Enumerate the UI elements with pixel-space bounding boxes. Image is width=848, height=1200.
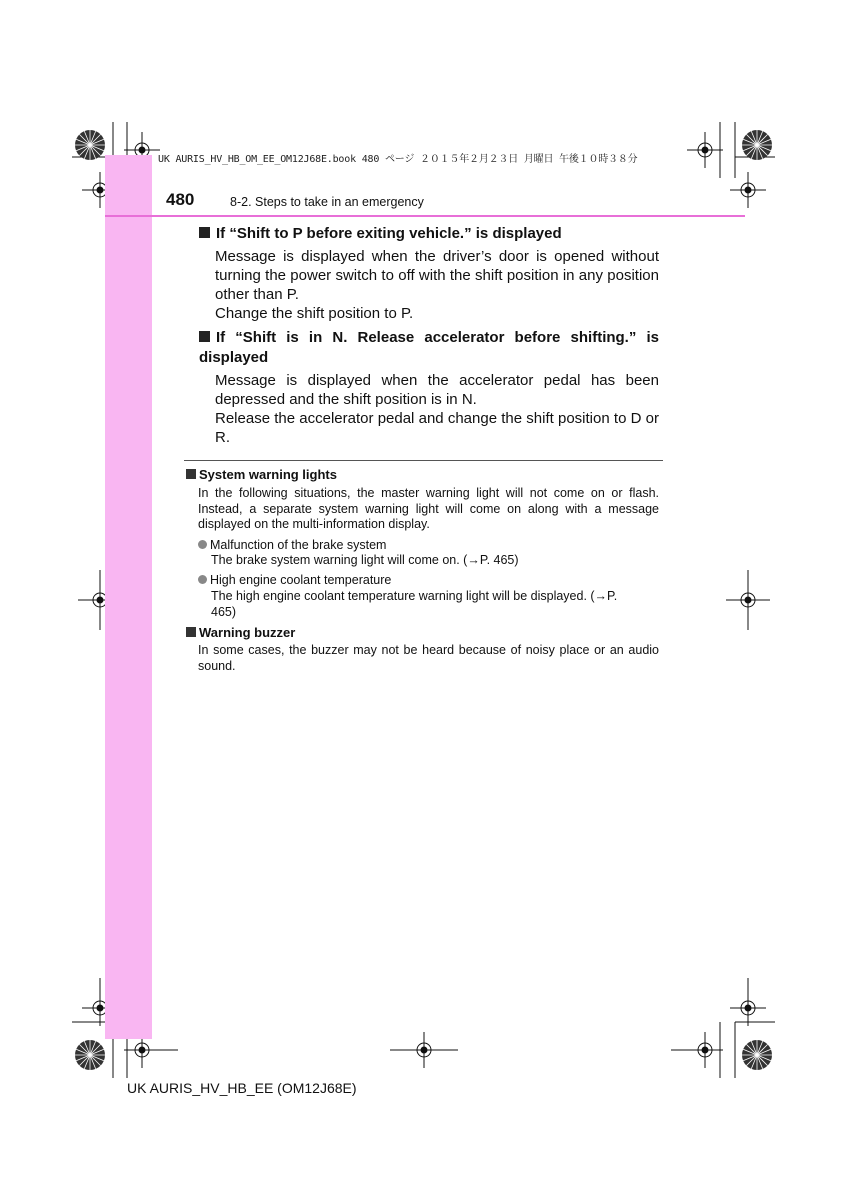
page-number: 480 (166, 190, 195, 209)
note-heading-system-warning (186, 467, 337, 483)
note-item-text: The brake system warning light will come on. (→P. 465) (211, 553, 519, 567)
paragraph: Release the accelerator pedal and change the shift position to D or R. (215, 410, 659, 446)
header-rule (105, 215, 745, 217)
chapter-tab (105, 155, 152, 1039)
heading-text: If “Shift to P before exiting vehicle.” is displayed (216, 225, 562, 242)
square-bullet-icon (186, 627, 196, 637)
note-item-title (198, 573, 659, 589)
heading-shift-is-in-n (199, 328, 659, 368)
heading-text: If “Shift is in N. Release accelerator before shifting.” is displayed (199, 329, 659, 366)
circle-bullet-icon (198, 575, 207, 584)
note-intro: In the following situations, the master warning light will not come on or flash. Instead, a separate system warning light will come on along with a message displayed on the multi-information display. (198, 486, 659, 531)
footer-model-code: UK AURIS_HV_HB_EE (OM12J68E) (127, 1080, 357, 1096)
paragraph: Change the shift position to P. (215, 305, 414, 322)
square-bullet-icon (199, 331, 210, 342)
paragraph: Message is displayed when the accelerator pedal has been depressed and the shift position is in N. (215, 372, 659, 408)
item-title-text: High engine coolant temperature (210, 573, 392, 587)
section-title: 8-2. Steps to take in an emergency (230, 195, 424, 209)
note-heading-warning-buzzer (186, 625, 295, 641)
circle-bullet-icon (198, 540, 207, 549)
note-heading-text: Warning buzzer (199, 625, 296, 640)
note-item-text: The high engine coolant temperature warning light will be displayed. (→P. 465) (211, 589, 618, 619)
notes-divider (184, 460, 663, 461)
heading-shift-to-p (199, 224, 669, 244)
print-slug: UK AURIS_HV_HB_OM_EE_OM12J68E.book 480 ページ ２０１５年２月２３日 月曜日 午後１０時３８分 (158, 154, 638, 165)
note-item-title (198, 538, 659, 554)
note-heading-text: System warning lights (199, 467, 337, 482)
note-buzzer-text: In some cases, the buzzer may not be heard because of noisy place or an audio sound. (198, 643, 659, 673)
square-bullet-icon (199, 227, 210, 238)
square-bullet-icon (186, 469, 196, 479)
item-title-text: Malfunction of the brake system (210, 538, 387, 552)
paragraph: Message is displayed when the driver’s door is opened without turning the power switch to off with the shift position in any position other than P. (215, 248, 659, 303)
